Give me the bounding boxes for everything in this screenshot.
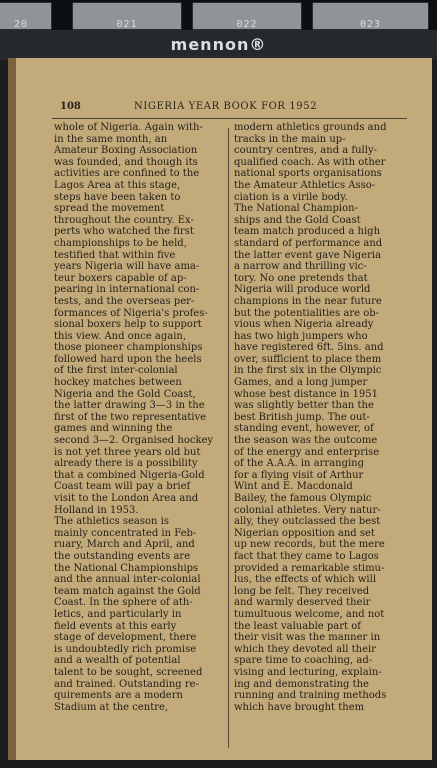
text-line: has two high jumpers who (234, 330, 368, 342)
text-line: already there is a possibility (54, 458, 198, 470)
text-line: vising and lecturing, explain- (234, 666, 382, 678)
header-rule (52, 118, 407, 119)
text-line: ruary, March and April, and (54, 539, 195, 551)
text-line: qualified coach. As with other (234, 156, 386, 168)
text-line: team match produced a high (234, 226, 381, 238)
text-line: of the first inter-colonial (54, 365, 178, 377)
text-line: field events at this early (54, 620, 177, 632)
text-line: was slightly better than the (234, 400, 374, 412)
text-line: the latter drawing 3—3 in the (54, 400, 205, 412)
text-line: Holland in 1953. (54, 504, 139, 516)
text-line: modern athletics grounds and (234, 122, 387, 133)
text-line: and the annual inter-colonial (54, 574, 201, 586)
text-line: quirements are a modern (54, 690, 183, 702)
text-line: national sports organisations (234, 168, 382, 180)
text-line: running and training methods (234, 690, 387, 702)
text-line: years Nigeria will have ama- (54, 261, 200, 273)
text-line: Coast team will pay a brief (54, 481, 191, 493)
text-line: that a combined Nigeria-Gold (54, 469, 205, 481)
page-header (52, 100, 414, 116)
text-line: which have brought them (234, 701, 365, 713)
text-line: talent to be sought, screened (54, 666, 203, 678)
book-page (8, 58, 432, 760)
text-line: The athletics season is (54, 516, 169, 528)
text-line: hockey matches between (54, 377, 182, 389)
text-line: provided a remarkable stimu- (234, 562, 385, 574)
text-line: steps have been taken to (54, 191, 181, 203)
text-line: country centres, and a fully- (234, 145, 377, 157)
text-line: Nigeria will produce world (234, 284, 371, 296)
text-line: first of the two representative (54, 411, 207, 423)
text-line: ships and the Gold Coast (234, 214, 361, 226)
text-line: perts who watched the first (54, 226, 194, 238)
text-line: colonial athletes. Very natur- (234, 504, 381, 516)
text-line: ciation is a virile body. (234, 191, 348, 203)
text-line: the season was the outcome (234, 435, 378, 447)
text-line: and warmly deserved their (234, 597, 371, 609)
text-line: Nigerian opposition and set (234, 527, 375, 539)
text-line: visit to the London Area and (54, 493, 199, 504)
film-frame (72, 2, 182, 30)
text-line: up new records, but the mere (234, 539, 385, 551)
text-line: the Amateur Athletics Asso- (234, 179, 376, 191)
text-line: over, sufficient to place them (234, 353, 382, 365)
film-frame (0, 2, 52, 30)
text-line: whose best distance in 1951 (234, 388, 379, 400)
text-line: ing and demonstrating the (234, 678, 369, 690)
column-divider (228, 128, 229, 748)
text-line: the outstanding events are (54, 550, 191, 562)
text-line: teur boxers capable of ap- (54, 272, 187, 284)
text-line: spread the movement (54, 203, 165, 215)
text-line: of the A.A.A. in arranging (234, 458, 365, 470)
text-line: the least valuable part of (234, 620, 361, 632)
text-line: testified that within five (54, 249, 176, 261)
brand-logo: mennon® (170, 35, 267, 54)
film-frame (192, 2, 302, 30)
text-line: fact that they came to Lagos (234, 550, 379, 562)
text-line: the latter event gave Nigeria (234, 249, 382, 261)
running-head: NIGERIA YEAR BOOK FOR 1952 (134, 101, 318, 112)
text-line: mainly concentrated in Feb- (54, 527, 197, 539)
text-line: of the energy and enterprise (234, 446, 380, 458)
frame-number: 022 (236, 19, 258, 30)
text-line: and trained. Outstanding re- (54, 678, 199, 690)
text-line: throughout the country. Ex- (54, 214, 194, 226)
text-line: Bailey, the famous Olympic (234, 493, 372, 504)
page-number: 108 (60, 101, 81, 112)
text-line: and a wealth of potential (54, 655, 181, 667)
text-line: a narrow and thrilling vic- (234, 261, 367, 273)
text-line: best British jump. The out- (234, 411, 370, 423)
text-line: Games, and a long jumper (234, 377, 368, 389)
frame-number: 021 (116, 19, 138, 30)
film-frame (312, 2, 429, 30)
text-line: tory. No one pretends that (234, 272, 368, 284)
text-line: standard of performance and (234, 237, 383, 249)
text-line: is not yet three years old but (54, 446, 201, 458)
text-line: second 3—2. Organised hockey (54, 435, 214, 447)
text-line: The National Champion- (234, 203, 358, 215)
text-line: sional boxers help to support (54, 319, 202, 331)
text-line: in the same month, an (54, 133, 168, 145)
frame-number: 20 (13, 19, 29, 30)
text-line: long be felt. They received (234, 585, 370, 597)
text-line: pearing in international con- (54, 284, 200, 296)
text-line: standing event, however, of (234, 423, 374, 435)
text-line: formances of Nigeria's profes- (54, 307, 208, 319)
text-line: have registered 6ft. 5ins. and (234, 342, 384, 354)
text-line: this view. And once again, (54, 330, 187, 342)
text-line: is undoubtedly rich promise (54, 643, 197, 655)
text-line: tests, and the overseas per- (54, 295, 195, 307)
left-column (54, 122, 224, 713)
text-line: champions in the near future (234, 295, 382, 307)
text-line: Coast. In the sphere of ath- (54, 597, 193, 609)
text-line: tracks in the main up- (234, 133, 346, 145)
text-line: tumultuous welcome, and not (234, 608, 385, 620)
text-line: activities are confined to the (54, 168, 200, 180)
text-line: the National Championships (54, 562, 199, 574)
text-line: but the potentialities are ob- (234, 307, 380, 319)
text-line: which they devoted all their (234, 643, 377, 655)
text-line: whole of Nigeria. Again with- (54, 122, 203, 133)
text-line: those pioneer championships (54, 342, 203, 354)
text-line: for a flying visit of Arthur (234, 469, 364, 481)
text-line: lus, the effects of which will (234, 574, 377, 586)
text-line: Nigeria and the Gold Coast, (54, 388, 196, 400)
text-line: was founded, and though its (54, 156, 198, 168)
text-line: games and winning the (54, 423, 173, 435)
text-line: Wint and E. Macdonald (234, 481, 353, 493)
text-line: in the first six in the Olympic (234, 365, 382, 377)
text-line: letics, and particularly in (54, 608, 182, 620)
text-line: team match against the Gold (54, 585, 201, 597)
text-line: Lagos Area at this stage, (54, 179, 181, 191)
text-line: Amateur Boxing Association (54, 145, 198, 157)
text-line: followed hard upon the heels (54, 353, 202, 365)
text-line: ally, they outclassed the best (234, 516, 381, 528)
text-line: vious when Nigeria already (234, 319, 374, 331)
text-line: Stadium at the centre, (54, 701, 169, 713)
frame-number: 023 (359, 19, 382, 30)
text-line: championships to be held, (54, 237, 187, 249)
text-line: their visit was the manner in (234, 632, 381, 644)
right-column (234, 122, 406, 713)
text-line: spare time to coaching, ad- (234, 655, 373, 667)
text-line: stage of development, there (54, 632, 197, 644)
